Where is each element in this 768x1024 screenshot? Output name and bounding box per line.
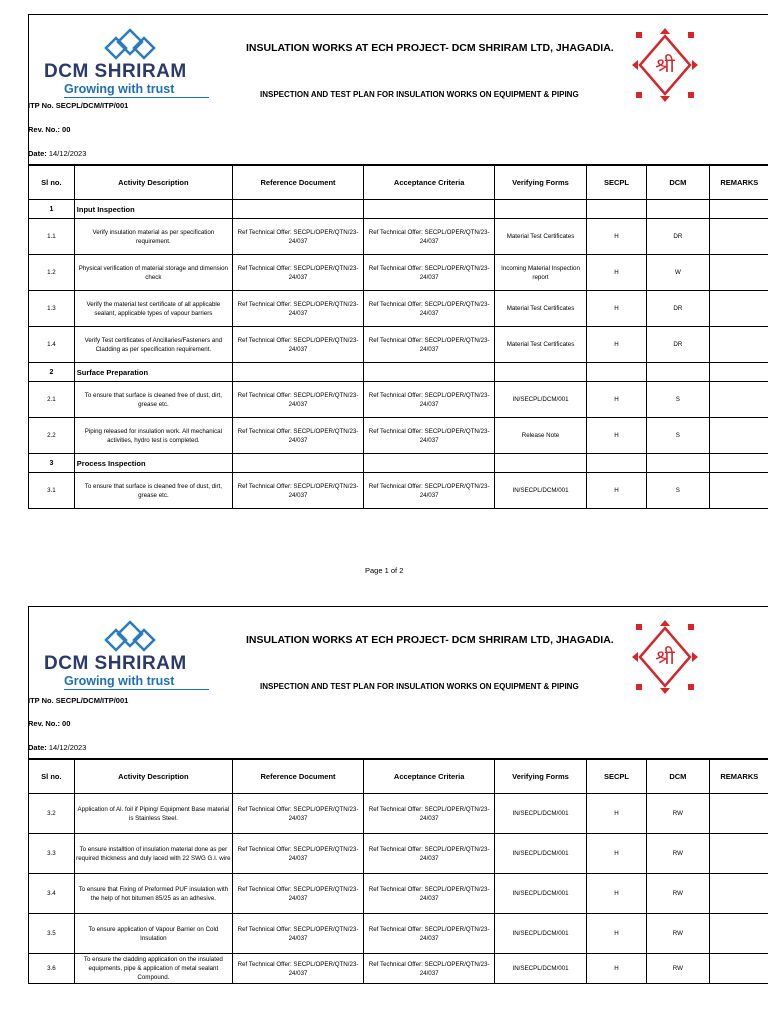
acceptance-criteria-cell: Ref Technical Offer: SECPL/OPER/QTN/23-24/037 (364, 255, 495, 291)
dcm-code-cell: W (647, 255, 709, 291)
secpl-code-cell: H (586, 255, 646, 291)
secpl-code-cell: H (586, 382, 646, 418)
sl-no-cell: 1.1 (29, 219, 75, 255)
activity-description-cell: To ensure that Fixing of Preformed PUF insulation with the help of hot bitumen 85/25 as an adhesive. (74, 874, 232, 914)
sl-no-cell: 3.5 (29, 914, 75, 954)
acceptance-criteria-cell: Ref Technical Offer: SECPL/OPER/QTN/23-24/037 (364, 914, 495, 954)
diamond-logo-icon (100, 28, 160, 62)
remarks-cell (709, 255, 768, 291)
revision-number: Rev. No.: 00 (28, 125, 71, 134)
empty-cell (709, 200, 768, 219)
reference-document-cell: Ref Technical Offer: SECPL/OPER/QTN/23-24/037 (232, 874, 363, 914)
table-header-row (29, 759, 768, 794)
activity-description-cell: Verify insulation material as per specification requirement. (74, 219, 232, 255)
column-header-sl-no: Sl no. (29, 759, 75, 794)
acceptance-criteria-cell: Ref Technical Offer: SECPL/OPER/QTN/23-24/037 (364, 834, 495, 874)
dcm-code-cell: DR (647, 291, 709, 327)
secpl-code-cell: H (586, 914, 646, 954)
verifying-forms-cell: Material Test Certificates (495, 327, 587, 363)
svg-text:श्री: श्री (655, 645, 675, 669)
sl-no-cell: 2.2 (29, 418, 75, 454)
dcm-code-cell: RW (647, 954, 709, 984)
column-header-activity-description: Activity Description (74, 759, 232, 794)
date-label: Date: (28, 149, 47, 158)
dcm-shriram-logo (42, 620, 222, 690)
sl-no-cell: 1.3 (29, 291, 75, 327)
section-number: 3 (29, 454, 75, 473)
empty-cell (495, 200, 587, 219)
verifying-forms-cell: Incoming Material Inspection report (495, 255, 587, 291)
empty-cell (495, 363, 587, 382)
table-row (29, 874, 768, 914)
remarks-cell (709, 834, 768, 874)
remarks-cell (709, 291, 768, 327)
section-row (29, 454, 768, 473)
sl-no-cell: 3.4 (29, 874, 75, 914)
empty-cell (232, 454, 363, 473)
column-header-acceptance-criteria: Acceptance Criteria (364, 759, 495, 794)
acceptance-criteria-cell: Ref Technical Offer: SECPL/OPER/QTN/23-24/037 (364, 219, 495, 255)
acceptance-criteria-cell: Ref Technical Offer: SECPL/OPER/QTN/23-24/037 (364, 794, 495, 834)
column-header-secpl-code: SECPL (586, 165, 646, 200)
section-title: Surface Preparation (74, 363, 232, 382)
column-header-remarks: REMARKS (709, 165, 768, 200)
remarks-cell (709, 418, 768, 454)
column-header-reference-document: Reference Document (232, 759, 363, 794)
table-row (29, 291, 768, 327)
activity-description-cell: To ensure the cladding application on the insulated equipments, pipe & application of metal sealant Compound. (74, 954, 232, 984)
remarks-cell (709, 794, 768, 834)
brand-tagline: Growing with trust (64, 82, 209, 98)
reference-document-cell: Ref Technical Offer: SECPL/OPER/QTN/23-24/037 (232, 473, 363, 509)
brand-name: DCM SHRIRAM (44, 61, 187, 82)
verifying-forms-cell: IN/SECPL/DCM/001 (495, 914, 587, 954)
empty-cell (364, 200, 495, 219)
brand-tagline: Growing with trust (64, 674, 209, 690)
sl-no-cell: 1.4 (29, 327, 75, 363)
empty-cell (586, 454, 646, 473)
acceptance-criteria-cell: Ref Technical Offer: SECPL/OPER/QTN/23-24/037 (364, 418, 495, 454)
secpl-code-cell: H (586, 219, 646, 255)
column-header-reference-document: Reference Document (232, 165, 363, 200)
document-title: INSULATION WORKS AT ECH PROJECT- DCM SHRIRAM LTD, JHAGADIA. (246, 42, 614, 54)
shri-seal-logo (632, 28, 698, 102)
remarks-cell (709, 914, 768, 954)
secpl-code-cell: H (586, 418, 646, 454)
secpl-code-cell: H (586, 327, 646, 363)
reference-document-cell: Ref Technical Offer: SECPL/OPER/QTN/23-24/037 (232, 327, 363, 363)
acceptance-criteria-cell: Ref Technical Offer: SECPL/OPER/QTN/23-24/037 (364, 291, 495, 327)
verifying-forms-cell: Material Test Certificates (495, 291, 587, 327)
reference-document-cell: Ref Technical Offer: SECPL/OPER/QTN/23-24/037 (232, 914, 363, 954)
remarks-cell (709, 954, 768, 984)
sl-no-cell: 1.2 (29, 255, 75, 291)
reference-document-cell: Ref Technical Offer: SECPL/OPER/QTN/23-24/037 (232, 418, 363, 454)
shri-seal-logo (632, 620, 698, 694)
column-header-verifying-forms: Verifying Forms (495, 165, 587, 200)
empty-cell (364, 454, 495, 473)
dcm-code-cell: DR (647, 219, 709, 255)
sl-no-cell: 3.2 (29, 794, 75, 834)
acceptance-criteria-cell: Ref Technical Offer: SECPL/OPER/QTN/23-24/037 (364, 473, 495, 509)
table-row (29, 834, 768, 874)
activity-description-cell: Application of Al. foil if Piping/ Equipment Base material is Stainless Steel. (74, 794, 232, 834)
sl-no-cell: 3.1 (29, 473, 75, 509)
secpl-code-cell: H (586, 874, 646, 914)
date-value: 14/12/2023 (48, 149, 87, 158)
column-header-dcm-code: DCM (647, 759, 709, 794)
acceptance-criteria-cell: Ref Technical Offer: SECPL/OPER/QTN/23-24/037 (364, 382, 495, 418)
empty-cell (495, 454, 587, 473)
verifying-forms-cell: IN/SECPL/DCM/001 (495, 874, 587, 914)
table-row (29, 473, 768, 509)
dcm-shriram-logo (42, 28, 222, 98)
brand-name: DCM SHRIRAM (44, 653, 187, 674)
document-subtitle: INSPECTION AND TEST PLAN FOR INSULATION WORKS ON EQUIPMENT & PIPING (260, 90, 579, 99)
dcm-code-cell: RW (647, 874, 709, 914)
itp-table (28, 164, 768, 509)
section-number: 2 (29, 363, 75, 382)
empty-cell (232, 200, 363, 219)
table-row (29, 418, 768, 454)
reference-document-cell: Ref Technical Offer: SECPL/OPER/QTN/23-24/037 (232, 291, 363, 327)
empty-cell (647, 363, 709, 382)
empty-cell (364, 363, 495, 382)
activity-description-cell: To ensure that surface is cleaned free of dust, dirt, grease etc. (74, 382, 232, 418)
empty-cell (232, 363, 363, 382)
empty-cell (647, 454, 709, 473)
dcm-code-cell: S (647, 418, 709, 454)
reference-document-cell: Ref Technical Offer: SECPL/OPER/QTN/23-24/037 (232, 834, 363, 874)
column-header-acceptance-criteria: Acceptance Criteria (364, 165, 495, 200)
table-row (29, 255, 768, 291)
secpl-code-cell: H (586, 794, 646, 834)
table-row (29, 219, 768, 255)
verifying-forms-cell: Material Test Certificates (495, 219, 587, 255)
remarks-cell (709, 382, 768, 418)
activity-description-cell: To ensure that surface is cleaned free of dust, dirt, grease etc. (74, 473, 232, 509)
document-date (28, 743, 86, 752)
itp-table (28, 758, 768, 984)
itp-number: ITP No. SECPL/DCM/ITP/001 (28, 696, 129, 705)
secpl-code-cell: H (586, 834, 646, 874)
secpl-code-cell: H (586, 473, 646, 509)
verifying-forms-cell: IN/SECPL/DCM/001 (495, 382, 587, 418)
reference-document-cell: Ref Technical Offer: SECPL/OPER/QTN/23-24/037 (232, 382, 363, 418)
dcm-code-cell: RW (647, 794, 709, 834)
verifying-forms-cell: Release Note (495, 418, 587, 454)
table-row (29, 794, 768, 834)
section-row (29, 363, 768, 382)
activity-description-cell: Verify Test certificates of Ancillaries/Fasteners and Cladding as per specification requirement. (74, 327, 232, 363)
acceptance-criteria-cell: Ref Technical Offer: SECPL/OPER/QTN/23-24/037 (364, 954, 495, 984)
revision-number: Rev. No.: 00 (28, 719, 71, 728)
table-row (29, 382, 768, 418)
table-row (29, 954, 768, 984)
column-header-verifying-forms: Verifying Forms (495, 759, 587, 794)
acceptance-criteria-cell: Ref Technical Offer: SECPL/OPER/QTN/23-24/037 (364, 874, 495, 914)
remarks-cell (709, 874, 768, 914)
activity-description-cell: Piping released for insulation work. All mechanical activities, hydro test is completed. (74, 418, 232, 454)
empty-cell (586, 200, 646, 219)
section-row (29, 200, 768, 219)
dcm-code-cell: DR (647, 327, 709, 363)
dcm-code-cell: RW (647, 914, 709, 954)
document-date (28, 149, 86, 158)
column-header-dcm-code: DCM (647, 165, 709, 200)
empty-cell (709, 363, 768, 382)
section-number: 1 (29, 200, 75, 219)
date-label: Date: (28, 743, 47, 752)
svg-text:श्री: श्री (655, 53, 675, 77)
reference-document-cell: Ref Technical Offer: SECPL/OPER/QTN/23-24/037 (232, 255, 363, 291)
column-header-activity-description: Activity Description (74, 165, 232, 200)
sl-no-cell: 3.3 (29, 834, 75, 874)
document-title: INSULATION WORKS AT ECH PROJECT- DCM SHRIRAM LTD, JHAGADIA. (246, 634, 614, 646)
verifying-forms-cell: IN/SECPL/DCM/001 (495, 954, 587, 984)
empty-cell (647, 200, 709, 219)
itp-number: ITP No. SECPL/DCM/ITP/001 (28, 101, 129, 110)
dcm-code-cell: RW (647, 834, 709, 874)
column-header-remarks: REMARKS (709, 759, 768, 794)
reference-document-cell: Ref Technical Offer: SECPL/OPER/QTN/23-24/037 (232, 954, 363, 984)
acceptance-criteria-cell: Ref Technical Offer: SECPL/OPER/QTN/23-24/037 (364, 327, 495, 363)
activity-description-cell: To ensure installtion of insulation material done as per required thickness and duly laced with 22 SWG G.I. wire (74, 834, 232, 874)
table-row (29, 327, 768, 363)
dcm-code-cell: S (647, 473, 709, 509)
activity-description-cell: To ensure application of Vapour Barrier on Cold Insulation (74, 914, 232, 954)
sl-no-cell: 3.6 (29, 954, 75, 984)
secpl-code-cell: H (586, 954, 646, 984)
remarks-cell (709, 473, 768, 509)
document-subtitle: INSPECTION AND TEST PLAN FOR INSULATION WORKS ON EQUIPMENT & PIPING (260, 682, 579, 691)
verifying-forms-cell: IN/SECPL/DCM/001 (495, 473, 587, 509)
date-value: 14/12/2023 (48, 743, 87, 752)
sl-no-cell: 2.1 (29, 382, 75, 418)
section-title: Input Inspection (74, 200, 232, 219)
empty-cell (586, 363, 646, 382)
reference-document-cell: Ref Technical Offer: SECPL/OPER/QTN/23-24/037 (232, 794, 363, 834)
activity-description-cell: Verify the material test certificate of all applicable sealant, applicable types of vapour barriers (74, 291, 232, 327)
secpl-code-cell: H (586, 291, 646, 327)
remarks-cell (709, 219, 768, 255)
verifying-forms-cell: IN/SECPL/DCM/001 (495, 794, 587, 834)
reference-document-cell: Ref Technical Offer: SECPL/OPER/QTN/23-24/037 (232, 219, 363, 255)
column-header-secpl-code: SECPL (586, 759, 646, 794)
section-title: Process Inspection (74, 454, 232, 473)
verifying-forms-cell: IN/SECPL/DCM/001 (495, 834, 587, 874)
page-number: Page 1 of 2 (365, 566, 404, 575)
diamond-logo-icon (100, 620, 160, 654)
column-header-sl-no: Sl no. (29, 165, 75, 200)
dcm-code-cell: S (647, 382, 709, 418)
table-row (29, 914, 768, 954)
remarks-cell (709, 327, 768, 363)
activity-description-cell: Physical verification of material storage and dimension check (74, 255, 232, 291)
table-header-row (29, 165, 768, 200)
empty-cell (709, 454, 768, 473)
